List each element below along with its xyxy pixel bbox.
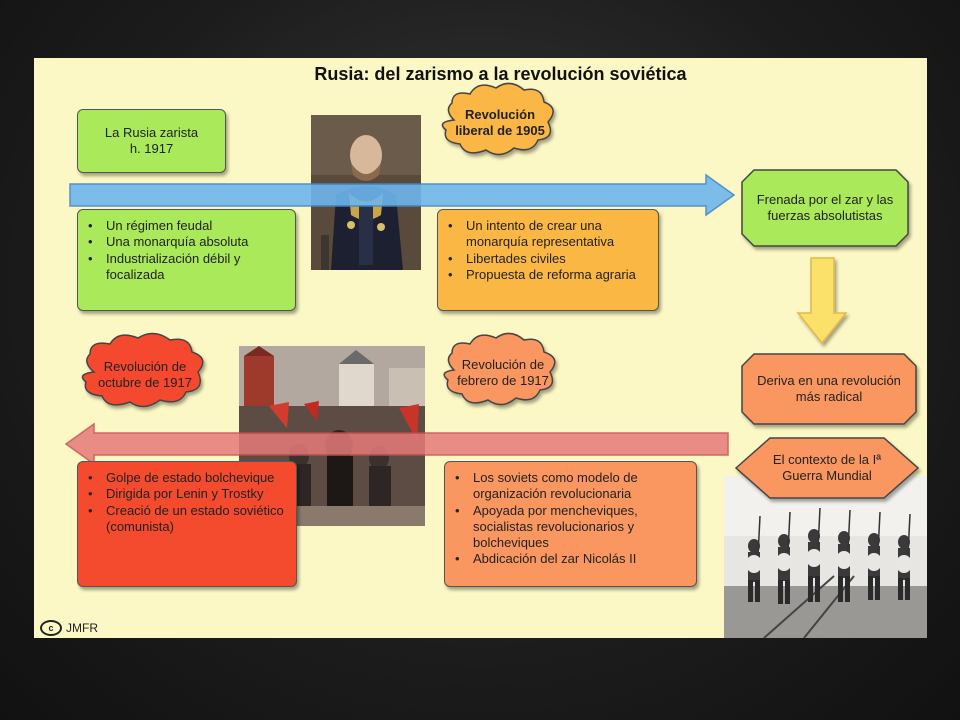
slide <box>34 58 927 638</box>
copyright-icon: c <box>40 620 62 636</box>
list-item: • Dirigida por Lenin y Trostky <box>106 486 290 502</box>
stopped-by-tsar-label: Frenada por el zar y las fuerzas absolutistas <box>756 192 894 223</box>
list-item: • Creació de un estado soviético (comunista) <box>106 503 290 536</box>
timeline-arrow-left <box>66 424 728 464</box>
list-item: • Libertades civiles <box>466 251 652 267</box>
list-item: • Abdicación del zar Nicolás II <box>473 551 690 567</box>
revolution-feb-1917-label: Revolución de febrero de 1917 <box>457 357 549 388</box>
revolution-1905-features-box <box>437 209 659 311</box>
radical-revolution-label: Deriva en una revolución más radical <box>757 373 901 404</box>
list-item: • Un intento de crear una monarquía representativa <box>466 218 652 251</box>
list-item: • Los soviets como modelo de organización revolucionaria <box>473 470 690 503</box>
tsarist-features-box <box>77 209 296 311</box>
list-item: • Industrialización débil y focalizada <box>106 251 289 284</box>
list-item: • Una monarquía absoluta <box>106 234 289 250</box>
down-arrow <box>798 258 846 343</box>
tsarist-russia-title: La Rusia zarista <box>104 124 199 140</box>
tsarist-russia-date: h. 1917 <box>129 141 174 156</box>
copyright-credit <box>40 620 98 636</box>
wwi-context-label: El contexto de la Iª Guerra Mundial <box>772 452 882 483</box>
revolution-oct-features-box <box>77 461 297 587</box>
tsarist-russia-box <box>77 109 226 173</box>
revolution-1905-label: Revolución liberal de 1905 <box>455 107 545 138</box>
revolution-oct-1917-label: Revolución de octubre de 1917 <box>98 359 192 390</box>
author-label: JMFR <box>66 621 98 635</box>
list-item: • Un régimen feudal <box>106 218 289 234</box>
list-item: • Golpe de estado bolchevique <box>106 470 290 486</box>
list-item: • Apoyada por mencheviques, socialistas revolucionarios y bolcheviques <box>473 503 690 552</box>
page-title: Rusia: del zarismo a la revolución soviética <box>314 64 687 84</box>
revolution-feb-features-box <box>444 461 697 587</box>
list-item: • Propuesta de reforma agraria <box>466 267 652 283</box>
